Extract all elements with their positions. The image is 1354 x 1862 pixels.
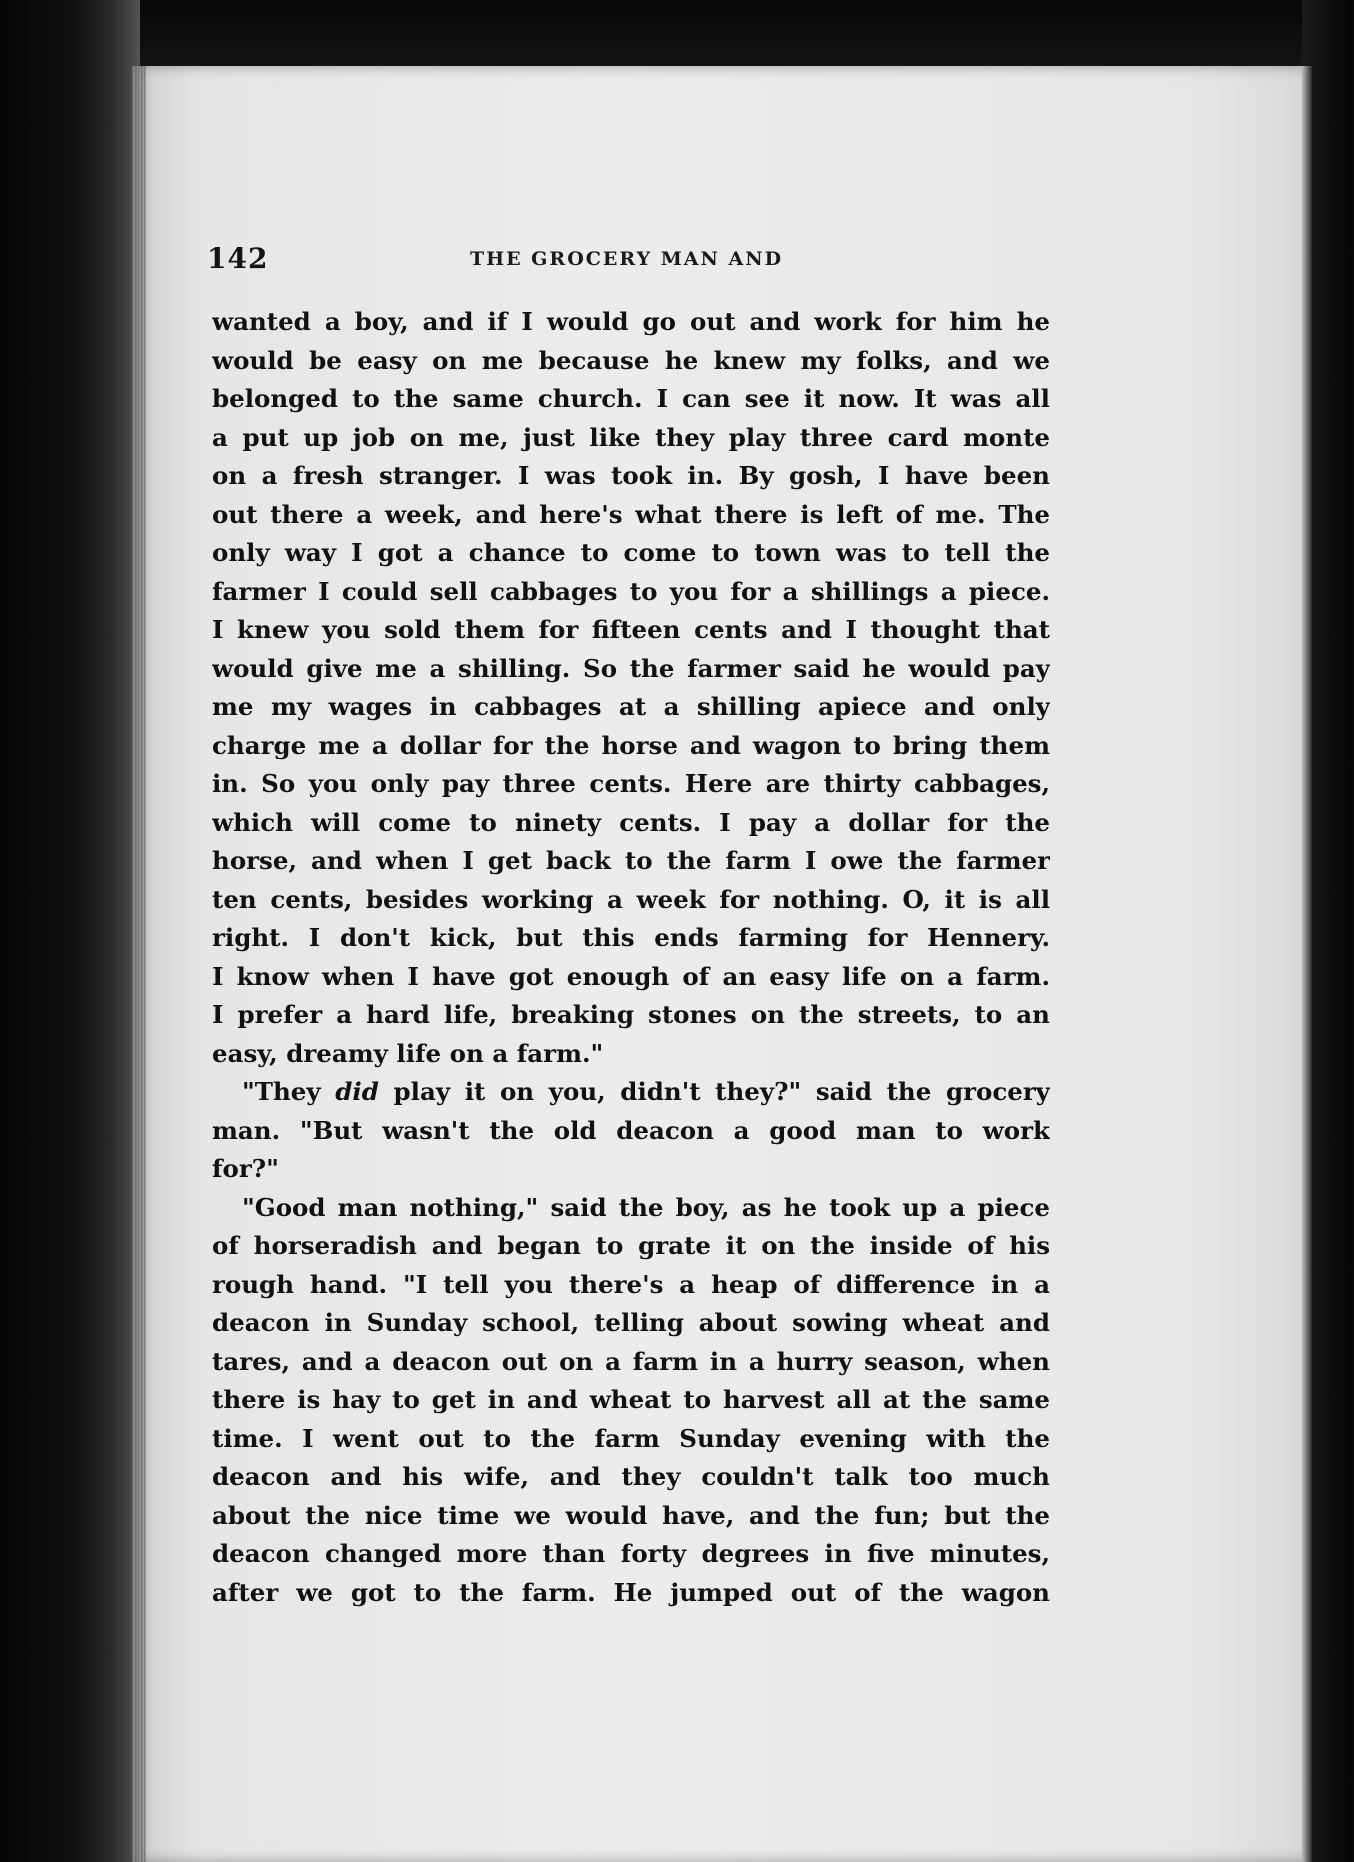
text-line: easy, dreamy life on a farm."	[212, 1038, 604, 1068]
text-line: only way I got a chance to come to town was to tell the	[212, 538, 1050, 567]
text-line: farmer I could sell cabbages to you for a shillings a piece.	[212, 576, 1050, 606]
text-line: would give me a shilling. So the farmer said he would pay	[212, 653, 1050, 683]
text-line: wanted a boy, and if I would go out and work for him he	[212, 307, 1050, 336]
text-line: there is hay to get in and wheat to harvest all at the same	[212, 1385, 1050, 1414]
text-line: man. "But wasn't the old deacon a good man to work	[212, 1115, 1050, 1145]
page-number: 142	[207, 242, 269, 275]
text-line: of horseradish and began to grate it on the inside of his	[212, 1231, 1050, 1260]
text-line: ten cents, besides working a week for nothing. O, it is all	[212, 884, 1050, 914]
text-line: time. I went out to the farm Sunday evening with the	[212, 1423, 1050, 1453]
text-line: belonged to the same church. I can see it now. It was all	[212, 384, 1050, 413]
page-gutter	[132, 66, 146, 1862]
text-line	[212, 1073, 1050, 1112]
text-line: in. So you only pay three cents. Here are thirty cabbages,	[212, 769, 1050, 798]
text-line: tares, and a deacon out on a farm in a hurry season, when	[212, 1346, 1050, 1376]
text-line: after we got to the farm. He jumped out of the wagon	[212, 1577, 1050, 1607]
text-line: I know when I have got enough of an easy life on a farm.	[212, 961, 1050, 991]
text-line: deacon in Sunday school, telling about sowing wheat and	[212, 1308, 1050, 1337]
text-line: "Good man nothing," said the boy, as he took up a piece	[242, 1192, 1050, 1222]
text-line: about the nice time we would have, and the fun; but the	[212, 1500, 1050, 1530]
text-fragment: play it on you, didn't they?" said the grocery	[378, 1077, 1050, 1106]
text-line: would be easy on me because he knew my folks, and we	[212, 345, 1050, 375]
text-line: me my wages in cabbages at a shilling apiece and only	[212, 692, 1050, 721]
scan-frame-left	[0, 0, 140, 1862]
text-line: rough hand. "I tell you there's a heap of difference in a	[212, 1269, 1050, 1299]
body-text	[212, 303, 1050, 1612]
text-line: out there a week, and here's what there is left of me. The	[212, 499, 1050, 529]
text-line: right. I don't kick, but this ends farming for Hennery.	[212, 923, 1050, 952]
running-title: THE GROCERY MAN AND	[470, 248, 784, 270]
text-line: on a fresh stranger. I was took in. By gosh, I have been	[212, 461, 1050, 490]
text-line: a put up job on me, just like they play three card monte	[212, 422, 1050, 452]
text-line: charge me a dollar for the horse and wagon to bring them	[212, 730, 1050, 760]
text-line: horse, and when I get back to the farm I owe the farmer	[212, 846, 1050, 875]
text-line: deacon and his wife, and they couldn't talk too much	[212, 1462, 1050, 1491]
text-line: for?"	[212, 1154, 279, 1183]
italic-word: did	[335, 1077, 379, 1106]
text-line: I prefer a hard life, breaking stones on the streets, to an	[212, 1000, 1050, 1029]
text-line: I knew you sold them for fifteen cents and I thought that	[212, 615, 1050, 644]
page-edge	[1302, 66, 1312, 1862]
text-line: deacon changed more than forty degrees in five minutes,	[212, 1539, 1050, 1568]
scan-frame-top	[0, 0, 1354, 70]
text-line: which will come to ninety cents. I pay a dollar for the	[212, 807, 1050, 837]
running-head	[0, 242, 1354, 278]
text-fragment: "They	[242, 1077, 336, 1106]
